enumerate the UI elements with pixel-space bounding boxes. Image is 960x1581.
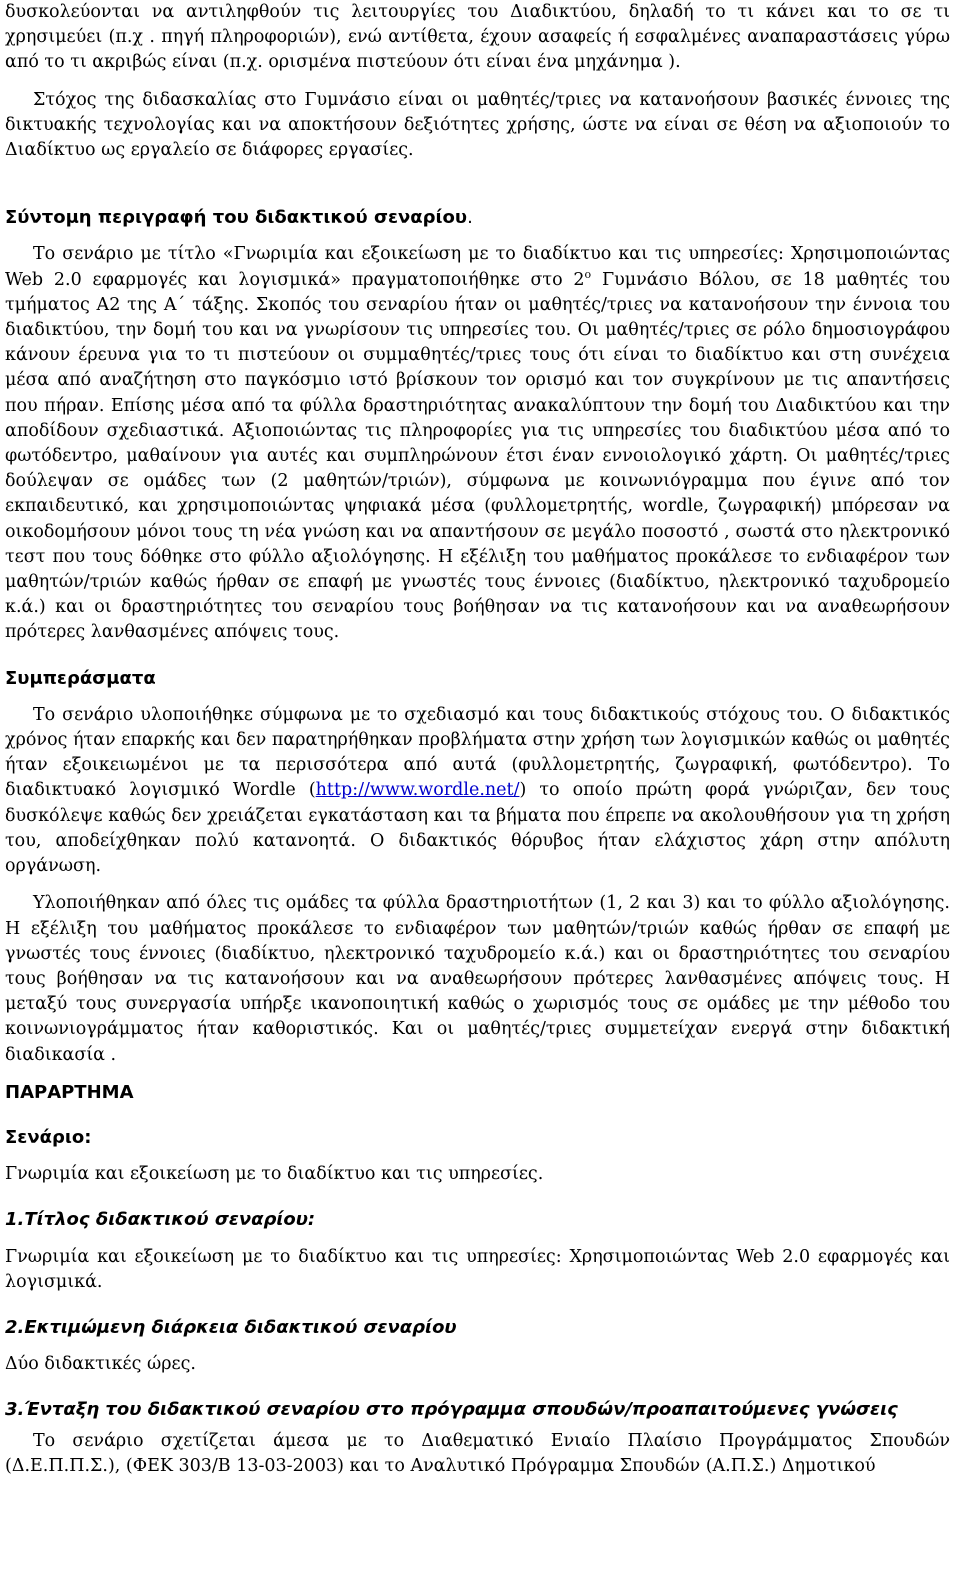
goal-paragraph: Στόχος της διδασκαλίας στο Γυμνάσιο είναι οι μαθητές/τριες να κατανοήσουν βασικές έννοιες της δικτυακής τεχνολογίας και να αποκτήσουν δεξιότητες χρήσης, ώστε να είναι σε θέση να αξιοποιούν το Διαδίκτυο ως εργαλείο σε διάφορες εργασίες. <box>5 89 950 161</box>
appendix-heading: ΠΑΡΑΡΤΗΜΑ <box>5 1081 134 1103</box>
scenario-text: Γνωριμία και εξοικείωση με το διαδίκτυο και τις υπηρεσίες. <box>5 1164 544 1185</box>
ordinal-superscript: ο <box>584 267 592 281</box>
summary-heading-period: . <box>467 207 473 229</box>
scenario-heading: Σενάριο: <box>5 1126 92 1148</box>
title-heading: 1.Τίτλος διδακτικού σεναρίου: <box>5 1209 316 1231</box>
integration-heading: 3.Ένταξη του διδακτικού σεναρίου στο πρόγραμμα σπουδών/προαπαιτούμενες γνώσεις <box>5 1399 898 1421</box>
duration-heading: 2.Εκτιμώμενη διάρκεια διδακτικού σεναρίου <box>5 1316 457 1338</box>
summary-text-part1: Το σενάριο με τίτλο «Γνωριμία και εξοικείωση με το διαδίκτυο και τις υπηρεσίες: Χρησιμοποιώντας Web 2.0 εφαρμογές και λογισμικά» πραγματοποιήθηκε στο 2 <box>5 244 950 290</box>
summary-heading-text: Σύντομη περιγραφή του διδακτικού σεναρίου <box>5 207 468 229</box>
conclusions-text-part1: Το σενάριο υλοποιήθηκε σύμφωνα με το σχεδιασμό και τους διδακτικούς στόχους του. Ο διδακτικός χρόνος ήταν επαρκής και δεν παρατηρήθηκαν προβλήματα στην χρήση των λογισμικών καθώς οι μαθητές ήταν εξοικειωμένοι με τα περισσότερα από αυτά (φυλλομετρητής, ζωγραφική, φωτόδεντρο). Το διαδικτυακό λογισμικό Wordle ( <box>5 704 950 801</box>
title-text: Γνωριμία και εξοικείωση με το διαδίκτυο και τις υπηρεσίες: Χρησιμοποιώντας Web 2.0 εφαρμογές και λογισμικά. <box>5 1246 950 1292</box>
conclusions-paragraph-2: Υλοποιήθηκαν από όλες τις ομάδες τα φύλλα δραστηριοτήτων (1, 2 και 3) και το φύλλο αξιολόγησης. Η εξέλιξη του μαθήματος προκάλεσε το ενδιαφέρον των μαθητών/τριών καθώς ήρθαν σε επαφή με γνωστές τους έννοιες (διαδίκτυο, ηλεκτρονικό ταχυδρομείο κ.ά.) και οι δραστηριότητες του σεναρίου τους βοήθησαν να τις κατανοήσουν και να αναθεωρήσουν πρότερες λανθασμένες απόψεις τους. Η μεταξύ τους συνεργασία υπήρξε ικανοποιητική καθώς ο χωρισμός τους σε ομάδες με την μέθοδο του κοινωνιογράμματος ήταν καθοριστικός. Και οι μαθητές/τριες συμμετείχαν ενεργά στην διδακτική διαδικασία . <box>5 893 950 1065</box>
intro-paragraph-tail: δυσκολεύονται να αντιληφθούν τις λειτουργίες του Διαδικτύου, δηλαδή το τι κάνει και το σε τι χρησιμεύει (π.χ . πηγή πληροφοριών), ενώ αντίθετα, έχουν ασαφείς ή εσφαλμένες αναπαραστάσεις γύρω από το τι ακριβώς είναι (π.χ. ορισμένα πιστεύουν ότι είναι ένα μηχάνημα ). <box>5 2 950 73</box>
summary-paragraph <box>5 242 950 645</box>
wordle-link[interactable]: http://www.wordle.net/ <box>315 780 520 801</box>
duration-text: Δύο διδακτικές ώρες. <box>5 1354 196 1375</box>
conclusions-paragraph-1 <box>5 703 950 879</box>
conclusions-heading: Συμπεράσματα <box>5 667 156 689</box>
integration-text: Το σενάριο σχετίζεται άμεσα με το Διαθεματικό Ενιαίο Πλαίσιο Προγράμματος Σπουδών (Δ.Ε.Π.Π.Σ.), (ΦΕΚ 303/Β 13-03-2003) και το Αναλυτικό Πρόγραμμα Σπουδών (Α.Π.Σ.) Δημοτικού <box>5 1430 950 1476</box>
summary-text-part2: Γυμνάσιο Βόλου, σε 18 μαθητές του τμήματος Α2 της Α΄ τάξης. Σκοπός του σεναρίου ήταν οι μαθητές/τριες να κατανοήσουν την έννοια του διαδικτύου, την δομή του και να γνωρίσουν τις υπηρεσίες του. Οι μαθητές/τριες σε ρόλο δημοσιογράφου κάνουν έρευνα για το τι πιστεύουν οι συμμαθητές/τριες τους ότι είναι το διαδίκτυο και στη συνέχεια μέσα από αναζήτηση στο παγκόσμιο ιστό βρίσκουν τον ορισμό και τον συγκρίνουν με τις απαντήσεις που πήραν. Επίσης μέσα από τα φύλλα δραστηριότητας ανακαλύπτουν την δομή του Διαδικτύου και την αποδίδουν σχεδιαστικά. Αξιοποιώντας τις πληροφορίες για τις υπηρεσίες του διαδικτύου μέσα από το φωτόδεντρο, μαθαίνουν για αυτές και συμπληρώνουν έτσι έναν εννοιολογικό χάρτη. Οι μαθητές/τριες δούλεψαν σε ομάδες των (2 μαθητών/τριών), σύμφωνα με κοινωνιόγραμμα που έγινε από τον εκπαιδευτικό, και χρησιμοποιώντας ψηφιακά μέσα (φυλλομετρητής, wordle, ζωγραφική) μπόρεσαν να οικοδομήσουν μόνοι τους τη νέα γνώση και να απαντήσουν σε μεγάλο ποσοστό , σωστά στο ηλεκτρονικό τεστ που τους δόθηκε στο φύλλο αξιολόγησης. Η εξέλιξη του μαθήματος προκάλεσε το ενδιαφέρον των μαθητών/τριών καθώς ήρθαν σε επαφή με γνωστές τους έννοιες (διαδίκτυο, ηλεκτρονικό ταχυδρομείο κ.ά.) και οι δραστηριότητες του σεναρίου τους βοήθησαν να τις κατανοήσουν και να αναθεωρήσουν πρότερες λανθασμένες απόψεις τους. <box>5 269 950 643</box>
summary-heading <box>5 205 950 230</box>
conclusions-text-part2: ) το οποίο πρώτη φορά γνώριζαν, δεν τους δυσκόλεψε καθώς δεν χρειάζεται εγκατάσταση και τα βήματα που έπρεπε να ακολουθήσουν για τη χρήση του, αποδείχθηκαν πολύ κατανοητά. Ο διδακτικός θόρυβος ήταν ελάχιστος χάρη στην απόλυτη οργάνωση. <box>5 780 950 877</box>
